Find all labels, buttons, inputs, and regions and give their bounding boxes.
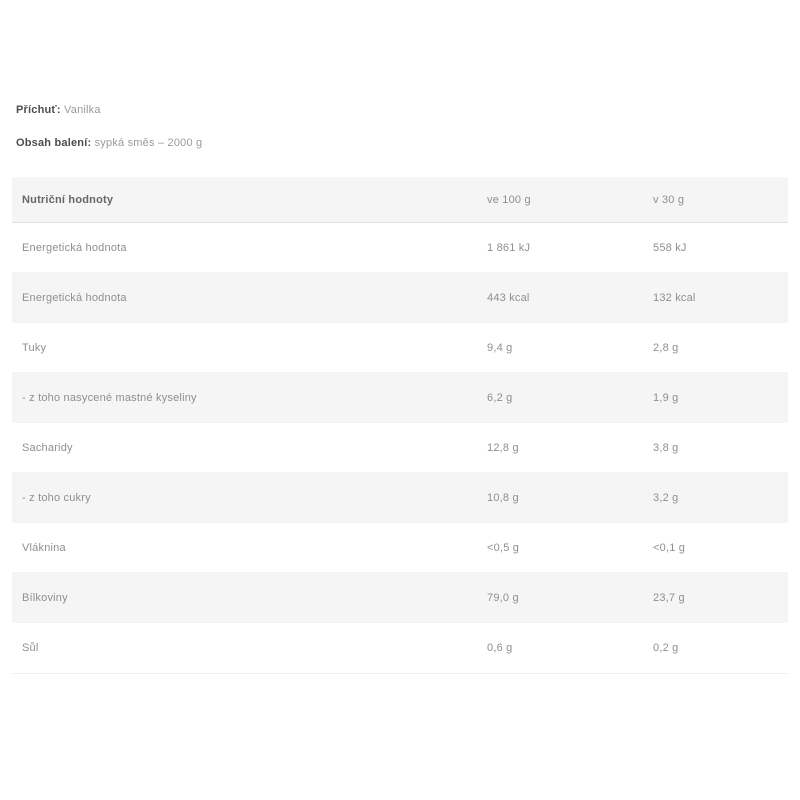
flavor-line	[16, 104, 788, 117]
header-per-100g: ve 100 g	[487, 193, 531, 206]
row-label: Sůl	[22, 642, 39, 654]
row-value-100g: 1 861 kJ	[487, 241, 531, 254]
row-value-100g: <0,5 g	[487, 541, 520, 554]
row-value-30g: <0,1 g	[653, 541, 686, 554]
header-per-30g: v 30 g	[653, 193, 685, 206]
row-value-30g: 3,8 g	[653, 441, 679, 454]
package-contents-label: Obsah balení:	[16, 137, 92, 149]
row-value-30g: 3,2 g	[653, 491, 679, 504]
table-row-energy-kcal	[12, 273, 788, 323]
row-label: - z toho cukry	[22, 491, 91, 504]
row-value-100g: 79,0 g	[487, 591, 519, 604]
nutrition-table-header-row	[12, 177, 788, 223]
row-value-100g: 12,8 g	[487, 441, 519, 454]
row-value-100g: 9,4 g	[487, 341, 513, 354]
row-value-30g: 558 kJ	[653, 241, 687, 254]
row-label: Energetická hodnota	[22, 291, 127, 304]
row-value-100g: 10,8 g	[487, 491, 519, 504]
table-row-protein	[12, 573, 788, 623]
row-label: Sacharidy	[22, 441, 73, 454]
row-label: Energetická hodnota	[22, 241, 127, 254]
flavor-label: Příchuť:	[16, 104, 61, 116]
row-label: Tuky	[22, 341, 47, 354]
row-value-100g: 6,2 g	[487, 391, 513, 404]
package-contents-value: sypká směs – 2000 g	[94, 137, 203, 149]
header-nutrition-values: Nutriční hodnoty	[22, 193, 114, 206]
nutrition-table	[12, 177, 788, 674]
row-label: Vláknina	[22, 541, 66, 554]
table-row-fiber	[12, 523, 788, 573]
flavor-value: Vanilka	[64, 104, 101, 116]
table-row-carbohydrates	[12, 423, 788, 473]
table-row-salt	[12, 623, 788, 673]
row-label: - z toho nasycené mastné kyseliny	[22, 391, 197, 404]
row-value-100g: 0,6 g	[487, 642, 513, 654]
row-label: Bílkoviny	[22, 591, 68, 604]
package-contents-line	[16, 137, 788, 150]
table-row-energy-kj	[12, 223, 788, 273]
row-value-100g: 443 kcal	[487, 291, 530, 304]
row-value-30g: 132 kcal	[653, 291, 696, 304]
row-value-30g: 0,2 g	[653, 642, 679, 654]
row-value-30g: 1,9 g	[653, 391, 679, 404]
row-value-30g: 23,7 g	[653, 591, 685, 604]
row-value-30g: 2,8 g	[653, 341, 679, 354]
table-row-fats	[12, 323, 788, 373]
table-row-saturated-fats	[12, 373, 788, 423]
table-row-sugars	[12, 473, 788, 523]
